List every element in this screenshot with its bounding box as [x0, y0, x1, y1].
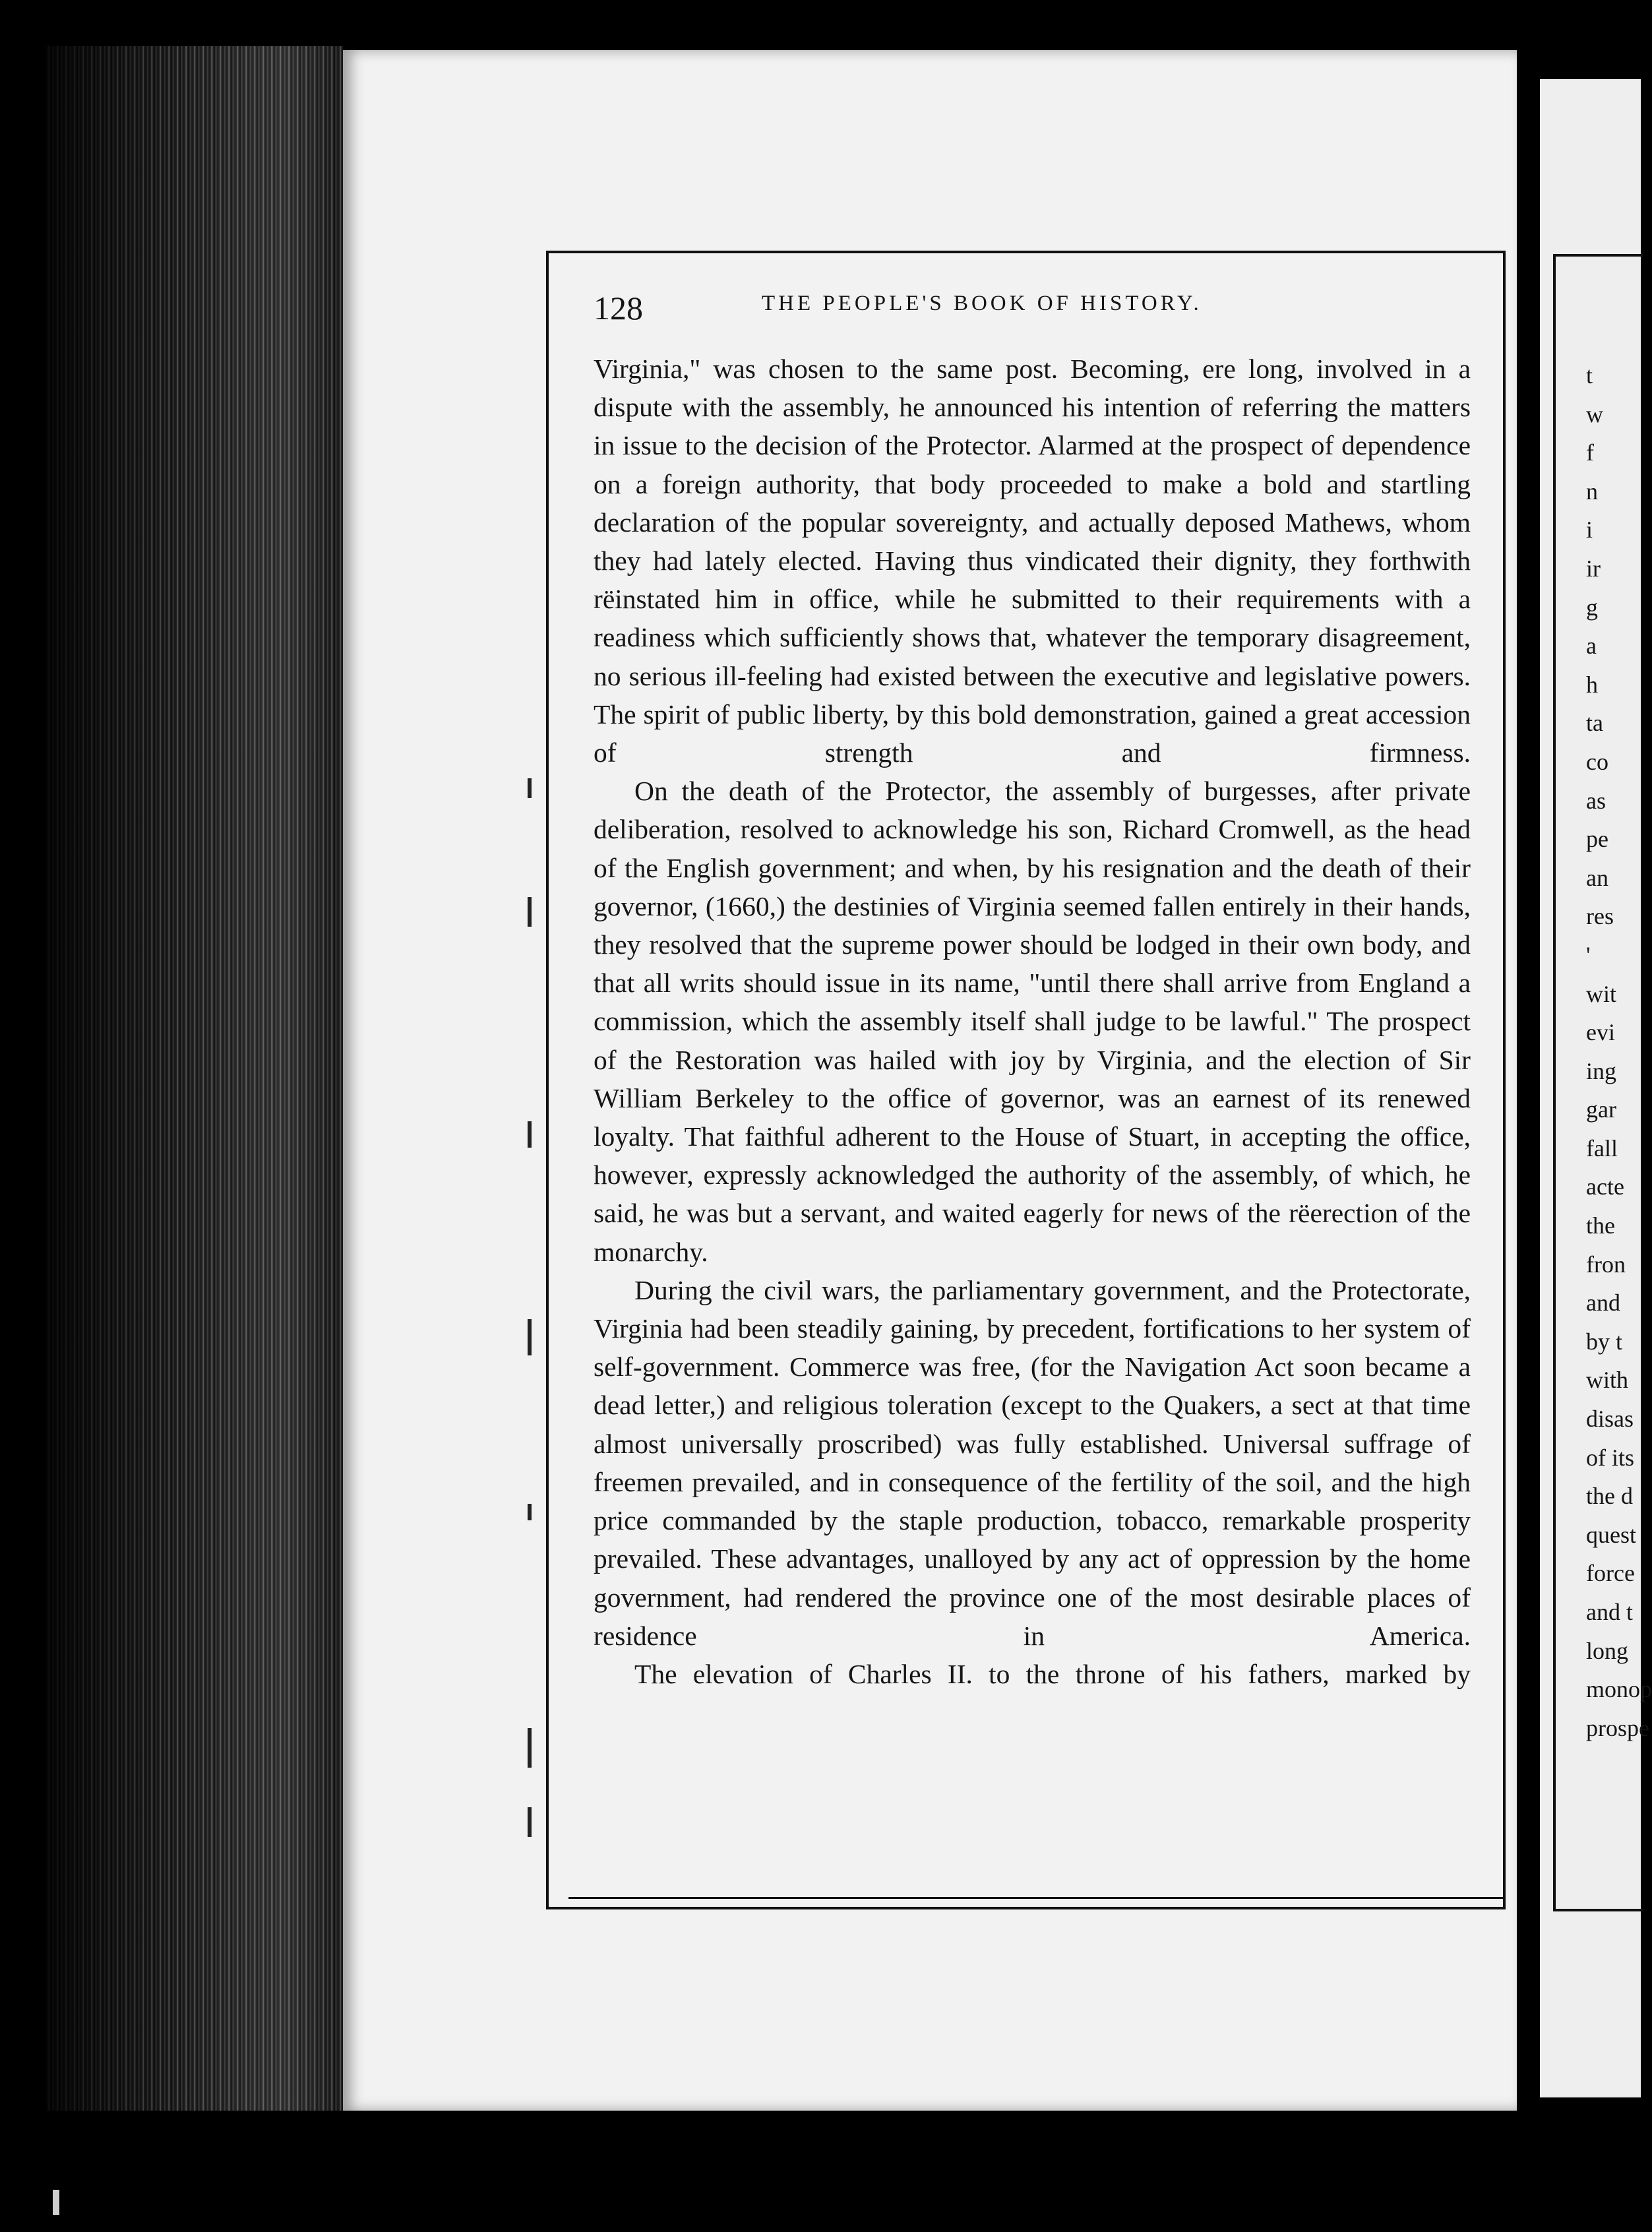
facing-page-fragment: h [1586, 671, 1598, 698]
facing-page-fragment: quest [1586, 1521, 1636, 1548]
facing-page-fragment: monop [1586, 1676, 1652, 1703]
facing-page-fragment: w [1586, 400, 1603, 427]
facing-page-fragment: the d [1586, 1483, 1633, 1510]
facing-page-fragment: long [1586, 1637, 1629, 1664]
facing-page-fragment: fron [1586, 1251, 1626, 1278]
facing-page-fragment: force [1586, 1560, 1635, 1587]
paragraph: During the civil wars, the parliamentary government, and the Protectorate, Virginia had been steadily gaining, by precedent, fortifications to her system of self-government. Commerce was free, (for the Navigation Act soon became a dead letter,) and religious toleration (except to the Quakers, a sect at that time almost universally proscribed) was fully established. Universal suffrage of freemen prevailed, and in consequence of the fertility of the soil, and the high price commanded by the staple production, tobacco, remarkable prosperity prevailed. These advantages, unalloyed by any act of oppression by the home government, had rendered the province one of the most desirable places of residence in America. [594, 1274, 1471, 1651]
facing-page-fragment: the [1586, 1212, 1615, 1239]
facing-page-fragment: with [1586, 1367, 1629, 1394]
facing-page-fragment: gar [1586, 1096, 1616, 1123]
facing-page-fragment: and t [1586, 1599, 1633, 1625]
facing-page-text [1586, 356, 1652, 1747]
facing-page-fragment: g [1586, 594, 1598, 621]
facing-page-fragment: by t [1586, 1328, 1623, 1355]
paragraph: On the death of the Protector, the assembly of burgesses, after private deliberation, resolved to acknowledge his son, Richard Cromwell, as the head of the English government; and when, by his resignation and the death of their governor, (1660,) the destinies of Virginia seemed fallen entirely in their hands, they resolved that the supreme power should be lodged in their own body, and that all writs should issue in its name, "until there shall arrive from England a commission, which the assembly itself shall judge to be lawful." The prospect of the Restoration was hailed with joy by Virginia, and the election of Sir William Berkeley to the office of governor, was an earnest of its renewed loyalty. That faithful adherent to the House of Stuart, in accepting the office, however, expressly acknowledged the authority of the assembly, of which, he said, he was but a servant, and waited eagerly for news of the rëerection of the monarchy. [594, 776, 1471, 1267]
facing-page-fragment: evi [1586, 1019, 1615, 1046]
facing-page-fragment: wit [1586, 980, 1617, 1007]
facing-page-fragment: and [1586, 1289, 1620, 1317]
page-number: 128 [594, 290, 643, 326]
facing-page-fragment: ta [1586, 710, 1603, 737]
facing-page-fragment: as [1586, 787, 1606, 814]
margin-marks [528, 778, 541, 1900]
scan-mark [53, 2190, 59, 2215]
page-header [594, 289, 1464, 335]
facing-page-fragment: res [1586, 903, 1614, 930]
facing-page-fragment: of its [1586, 1444, 1635, 1471]
facing-page-fragment: t [1586, 362, 1593, 388]
facing-page-fragment: prospe [1586, 1714, 1649, 1741]
facing-page-fragment: a [1586, 633, 1597, 660]
facing-page-fragment: pe [1586, 826, 1608, 853]
facing-page-fragment: disas [1586, 1406, 1634, 1433]
facing-page-fragment: ir [1586, 555, 1601, 582]
paragraph: The elevation of Charles II. to the throne of his fathers, marked by [634, 1658, 1471, 1689]
facing-page-fragment: f [1586, 439, 1594, 466]
facing-page-fragment: acte [1586, 1173, 1624, 1200]
facing-page-fragment: ' [1586, 941, 1591, 968]
body-text [594, 350, 1471, 1693]
facing-page-fragment: an [1586, 864, 1608, 891]
book-page-edges [46, 46, 343, 2111]
paragraph: Virginia," was chosen to the same post. Becoming, ere long, involved in a dispute with the assembly, he announced his intention of referring the matters in issue to the decision of the Protector. Alarmed at the prospect of dependence on a foreign authority, that body proceeded to make a bold and startling declaration of the popular sovereignty, and actually deposed Mathews, whom they had lately elected. Having thus vindicated their dignity, they forthwith rëinstated him in office, while he submitted to their requirements with a readiness which sufficiently shows that, whatever the temporary disagreement, no serious ill-feeling had existed between the executive and legislative powers. The spirit of public liberty, by this bold demonstration, gained a great accession of strength and firmness. [594, 354, 1471, 768]
facing-page-fragment: ing [1586, 1057, 1617, 1084]
running-title: THE PEOPLE'S BOOK OF HISTORY. [762, 292, 1202, 315]
facing-page-fragment: co [1586, 748, 1608, 775]
facing-page-fragment: fall [1586, 1134, 1618, 1162]
facing-page-fragment: n [1586, 478, 1598, 505]
facing-page-fragment: i [1586, 516, 1593, 543]
